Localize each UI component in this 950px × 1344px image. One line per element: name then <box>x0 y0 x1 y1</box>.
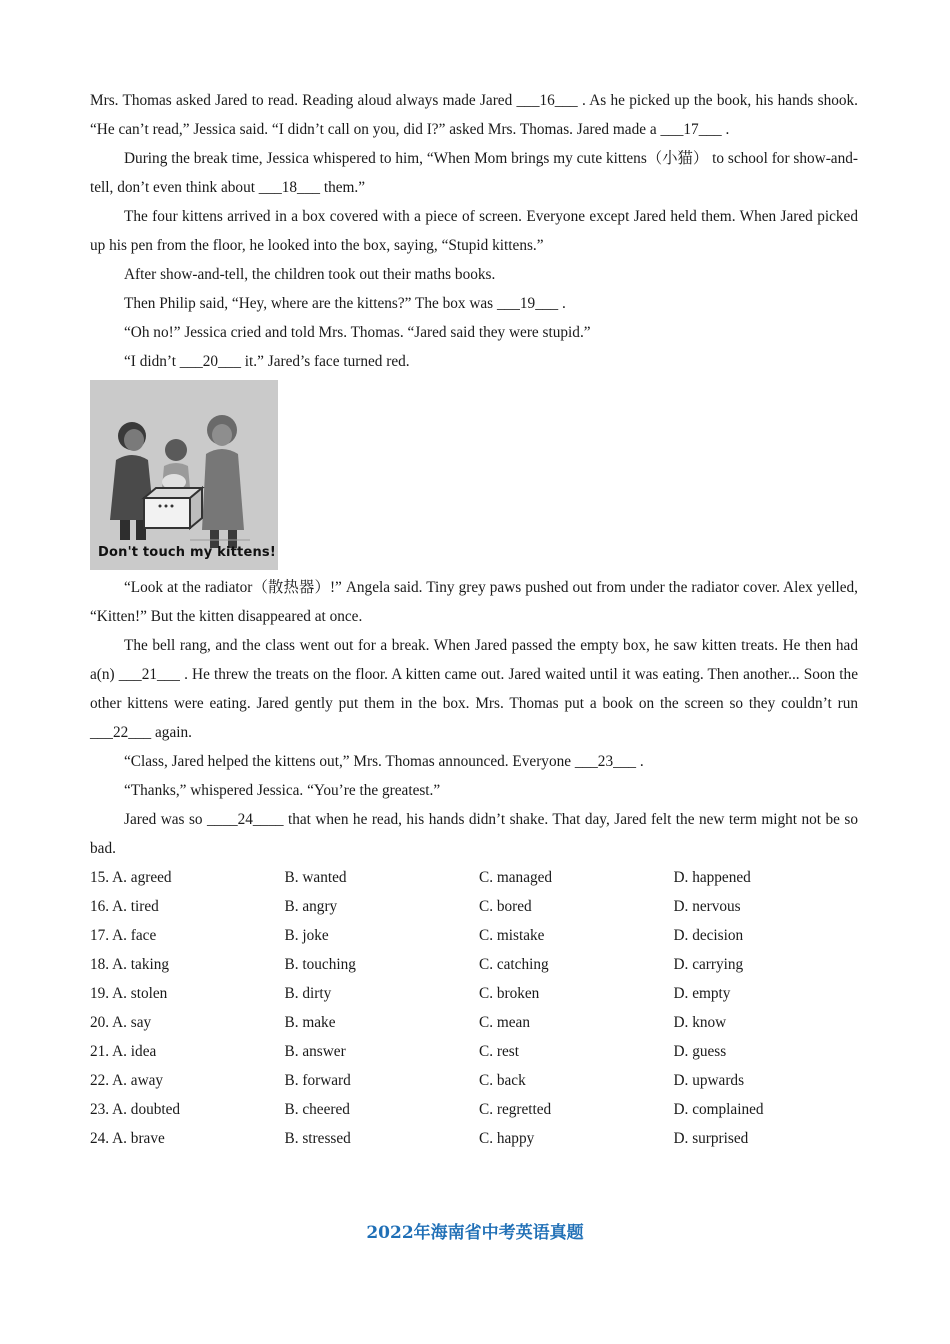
answer-options <box>90 863 858 1153</box>
option-a: 22. A. away <box>90 1072 164 1089</box>
option-c: C. mistake <box>479 927 545 944</box>
option-d: D. empty <box>673 985 731 1002</box>
option-c: C. mean <box>479 1014 530 1031</box>
paragraph: The four kittens arrived in a box covered with a piece of screen. Everyone except Jared held them. When Jared picked up his pen from the floor, he looked into the box, saying, “Stupid kittens.” <box>90 208 858 254</box>
paragraph: Then Philip said, “Hey, where are the kittens?” The box was ___19___ . <box>124 295 566 312</box>
illustration-drawing <box>90 380 278 570</box>
option-b: B. touching <box>284 956 356 973</box>
question-options-19 <box>90 979 858 1008</box>
paragraph: “Oh no!” Jessica cried and told Mrs. Thomas. “Jared said they were stupid.” <box>124 324 591 341</box>
option-b: B. angry <box>284 898 338 915</box>
question-options-16 <box>90 892 858 921</box>
option-b: B. make <box>284 1014 336 1031</box>
option-d: D. happened <box>673 869 751 886</box>
option-b: B. dirty <box>284 985 332 1002</box>
question-options-18 <box>90 950 858 979</box>
question-options-20 <box>90 1008 858 1037</box>
option-c: C. managed <box>479 869 553 886</box>
option-d: D. guess <box>673 1043 727 1060</box>
option-c: C. regretted <box>479 1101 552 1118</box>
option-d: D. nervous <box>673 898 741 915</box>
option-c: C. catching <box>479 956 549 973</box>
option-d: D. upwards <box>673 1072 745 1089</box>
option-d: D. carrying <box>673 956 744 973</box>
question-options-22 <box>90 1066 858 1095</box>
question-options-17 <box>90 921 858 950</box>
option-c: C. bored <box>479 898 532 915</box>
option-a: 24. A. brave <box>90 1130 165 1147</box>
option-a: 17. A. face <box>90 927 157 944</box>
paragraph: Mrs. Thomas asked Jared to read. Reading aloud always made Jared ___16___ . As he picked up the book, his hands shook. “He can’t read,” Jessica said. “I didn’t call on you, did I?” asked Mrs. Thomas. Jared made a ___17___ . <box>90 92 858 138</box>
option-a: 16. A. tired <box>90 898 159 915</box>
option-c: C. happy <box>479 1130 535 1147</box>
option-a: 23. A. doubted <box>90 1101 181 1118</box>
option-c: C. broken <box>479 985 540 1002</box>
option-b: B. stressed <box>284 1130 351 1147</box>
paragraph: During the break time, Jessica whispered to him, “When Mom brings my cute kittens（小猫） to school for show-and-tell, don’t even think about ___18___ them.” <box>90 150 858 196</box>
option-b: B. forward <box>284 1072 351 1089</box>
passage <box>90 86 858 1153</box>
question-options-21 <box>90 1037 858 1066</box>
option-b: B. cheered <box>284 1101 350 1118</box>
option-b: B. answer <box>284 1043 346 1060</box>
option-b: B. wanted <box>284 869 347 886</box>
paragraph: “Class, Jared helped the kittens out,” Mrs. Thomas announced. Everyone ___23___ . <box>124 753 644 770</box>
paragraph: “I didn’t ___20___ it.” Jared’s face turned red. <box>124 353 410 370</box>
question-options-23 <box>90 1095 858 1124</box>
option-d: D. know <box>673 1014 727 1031</box>
option-a: 20. A. say <box>90 1014 152 1031</box>
question-options-15 <box>90 863 858 892</box>
image-caption: Don't touch my kittens! <box>98 545 276 560</box>
page-footer-title: 2022年海南省中考英语真题 <box>366 1223 584 1243</box>
option-d: D. complained <box>673 1101 764 1118</box>
option-c: C. rest <box>479 1043 519 1060</box>
paragraph: Jared was so ____24____ that when he read, his hands didn’t shake. That day, Jared felt the new term might not be so bad. <box>90 811 858 857</box>
kittens-illustration <box>90 380 278 570</box>
option-a: 15. A. agreed <box>90 869 172 886</box>
paragraph: The bell rang, and the class went out for a break. When Jared passed the empty box, he saw kitten treats. He then had a(n) ___21___ . He threw the treats on the floor. A kitten came out. Jared waited until it was eating. Then another... Soon the other kittens were eating. Jared gently put them in the box. Mrs. Thomas put a book on the screen so they couldn’t run ___22___ again. <box>90 637 858 741</box>
option-a: 21. A. idea <box>90 1043 157 1060</box>
option-b: B. joke <box>284 927 329 944</box>
option-d: D. decision <box>673 927 744 944</box>
paragraph: After show-and-tell, the children took out their maths books. <box>124 266 496 283</box>
option-d: D. surprised <box>673 1130 749 1147</box>
paragraph: “Thanks,” whispered Jessica. “You’re the greatest.” <box>124 782 441 799</box>
option-a: 18. A. taking <box>90 956 170 973</box>
option-a: 19. A. stolen <box>90 985 168 1002</box>
paragraph: “Look at the radiator（散热器）!” Angela said. Tiny grey paws pushed out from under the radiator cover. Alex yelled, “Kitten!” But the kitten disappeared at once. <box>90 579 858 625</box>
option-c: C. back <box>479 1072 526 1089</box>
question-options-24 <box>90 1124 858 1153</box>
